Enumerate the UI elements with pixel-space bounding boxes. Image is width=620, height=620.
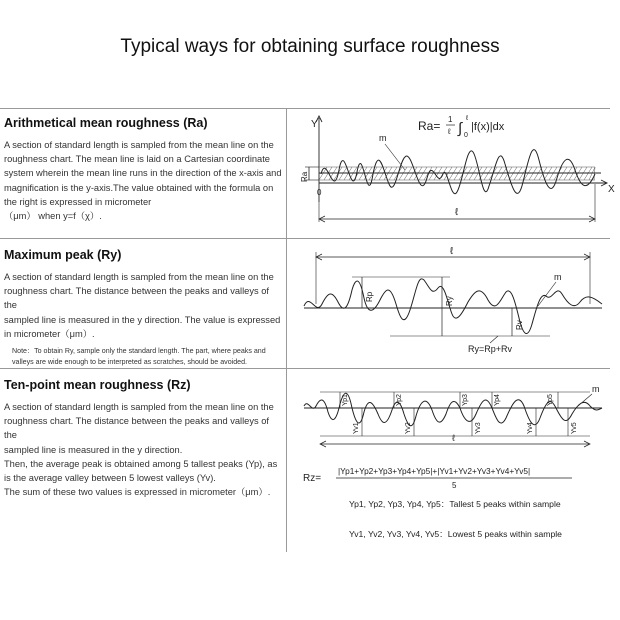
ry-equation: Ry=Rp+Rv bbox=[468, 344, 513, 354]
rz-length-label: ℓ bbox=[452, 433, 455, 443]
section-body: A section of standard length is sampled from the mean line on the roughness chart. The distance between the peaks and valleys of the sampled line is measured in the y direction. The value is expressed in micrometer（μm）. bbox=[4, 272, 281, 339]
ra-formula-frac-num: 1 bbox=[448, 115, 453, 124]
section-ra bbox=[4, 116, 282, 223]
rz-valley-label-5: Yv5 bbox=[571, 422, 578, 434]
ry-ry-label: Ry bbox=[445, 296, 454, 306]
ra-formula-rest: |f(x)|dx bbox=[471, 121, 505, 133]
page-title: Typical ways for obtaining surface roughness bbox=[120, 36, 500, 57]
ry-m-label: m bbox=[554, 272, 562, 282]
ra-formula-int-upper: ℓ bbox=[466, 115, 469, 122]
ra-hatched-band bbox=[319, 167, 595, 180]
section-title: Maximum peak (Ry) bbox=[4, 248, 122, 262]
rz-formula-denominator: 5 bbox=[452, 481, 457, 490]
rz-formula-lhs: Rz= bbox=[303, 473, 322, 484]
ry-diagram bbox=[300, 244, 610, 359]
ra-formula-frac-den: ℓ bbox=[448, 127, 451, 136]
section-note: Note：To obtain Ry, sample only the standard length. The part, where peaks and valleys are wide enough to be interpreted as scratches, should be avoided. bbox=[12, 347, 266, 367]
rz-peak-label-2: Yp2 bbox=[396, 394, 403, 406]
ra-y-label: Y bbox=[311, 119, 318, 130]
ra-length-label: ℓ bbox=[455, 207, 459, 218]
rz-valley-label-1: Yv1 bbox=[353, 422, 360, 434]
rz-formula bbox=[300, 462, 610, 492]
rz-valley-label-3: Yv3 bbox=[475, 422, 482, 434]
rz-legend-valleys: Yv1, Yv2, Yv3, Yv4, Yv5：Lowest 5 peaks within sample bbox=[349, 529, 562, 539]
rz-peak-label-3: Yp3 bbox=[462, 394, 469, 406]
section-title: Ten-point mean roughness (Rz) bbox=[4, 378, 191, 392]
ra-m-label: m bbox=[379, 133, 387, 143]
rz-m-label: m bbox=[592, 384, 600, 394]
rz-valley-label-2: Yv2 bbox=[405, 422, 412, 434]
ra-formula-int-lower: 0 bbox=[464, 132, 468, 139]
ra-m-leader bbox=[385, 144, 405, 170]
section-ry bbox=[4, 248, 282, 368]
ra-height-label: Ra bbox=[300, 171, 309, 182]
section-title: Arithmetical mean roughness (Ra) bbox=[4, 116, 208, 130]
rz-peak-label-1: Yp1 bbox=[342, 394, 349, 406]
section-body: A section of standard length is sampled from the mean line on the roughness chart. The distance between the peaks and valleys of the sampled line is measured in the y direction. Then, the average peak is obtained among 5 tallest peaks (Yp), as is the average valley between 5 lowest valleys (Yv). The sum of these two values is expressed in micrometer（μm）. bbox=[4, 402, 278, 498]
rz-valley-label-4: Yv4 bbox=[527, 422, 534, 434]
rz-formula-numerator: |Yp1+Yp2+Yp3+Yp4+Yp5|+|Yv1+Yv2+Yv3+Yv4+Yv5| bbox=[338, 466, 531, 476]
ra-origin-label: 0 bbox=[317, 188, 322, 197]
ra-formula-integral: ∫ bbox=[458, 120, 463, 137]
ry-length-label: ℓ bbox=[450, 246, 454, 257]
column-divider bbox=[286, 108, 287, 552]
divider bbox=[0, 368, 610, 369]
ry-rp-label: Rp bbox=[365, 291, 374, 302]
ry-rv-label: Rv bbox=[515, 320, 524, 330]
divider bbox=[0, 238, 610, 239]
ra-diagram bbox=[295, 112, 615, 232]
rz-peak-label-5: Yp5 bbox=[547, 394, 554, 406]
section-body: A section of standard length is sampled from the mean line on the roughness chart. The mean line is laid on a Cartesian coordinate system wherein the mean line runs in the direction of the x-axis and magnification is the y-axis.The value obtained with the formula on the right is expressed in micrometer （μm） when y=f（χ）. bbox=[4, 140, 282, 222]
rz-peak-label-4: Yp4 bbox=[494, 394, 501, 406]
divider bbox=[0, 108, 610, 109]
ry-eq-leader bbox=[490, 336, 498, 343]
rz-m-leader bbox=[578, 394, 592, 406]
ra-x-label: X bbox=[608, 184, 615, 195]
rz-diagram bbox=[300, 378, 610, 453]
rz-legend-peaks: Yp1, Yp2, Yp3, Yp4, Yp5：Tallest 5 peaks within sample bbox=[349, 499, 561, 509]
ra-formula-lhs: Ra= bbox=[418, 119, 441, 133]
section-rz bbox=[4, 378, 282, 499]
